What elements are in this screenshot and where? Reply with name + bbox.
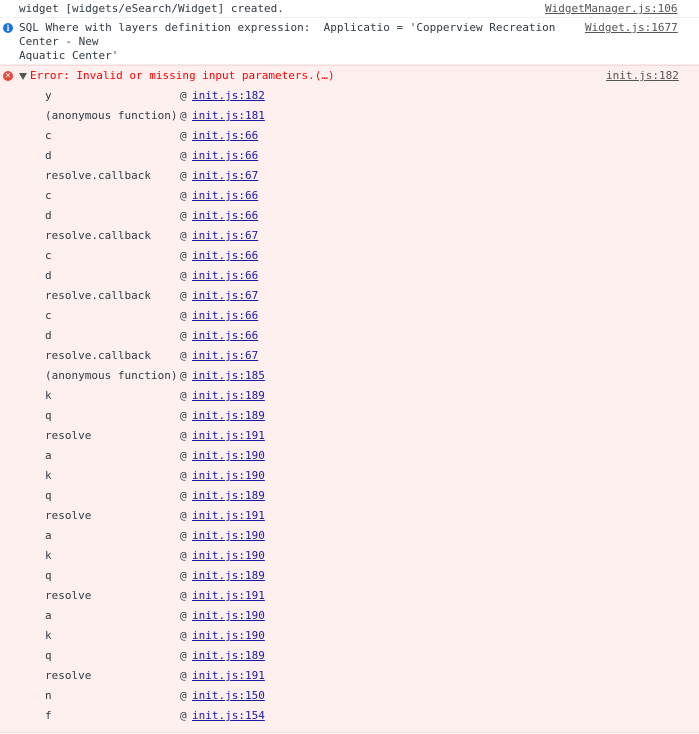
stack-frame-link[interactable]: init.js:189: [192, 489, 265, 502]
stack-frame-at: @: [180, 309, 187, 322]
stack-frame: [0, 166, 699, 186]
stack-frame: [0, 446, 699, 466]
stack-frame-function: c: [45, 309, 52, 322]
stack-frame-link[interactable]: init.js:189: [192, 409, 265, 422]
stack-frame-link[interactable]: init.js:191: [192, 669, 265, 682]
stack-frame: [0, 686, 699, 706]
stack-frame-at: @: [180, 369, 187, 382]
stack-frame-function: d: [45, 209, 52, 222]
stack-frame-function: c: [45, 129, 52, 142]
console-message-text: widget [widgets/eSearch/Widget] created.: [19, 2, 284, 15]
stack-frame-function: (anonymous function): [45, 369, 178, 382]
stack-frame-link[interactable]: init.js:66: [192, 189, 259, 202]
stack-frame-function: q: [45, 569, 52, 582]
stack-frame-at: @: [180, 209, 187, 222]
stack-frame-at: @: [180, 109, 187, 122]
stack-frame: [0, 646, 699, 666]
stack-frame-function: d: [45, 149, 52, 162]
stack-frame: [0, 366, 699, 386]
stack-frame-at: @: [180, 329, 187, 342]
stack-frame: [0, 306, 699, 326]
stack-frame-at: @: [180, 289, 187, 302]
stack-frame-function: resolve.callback: [45, 349, 151, 362]
stack-frame: [0, 586, 699, 606]
console-error-message: [0, 65, 699, 733]
stack-frame: [0, 626, 699, 646]
stack-frame-link[interactable]: init.js:154: [192, 709, 265, 722]
stack-frame-link[interactable]: init.js:66: [192, 129, 259, 142]
stack-frame-function: k: [45, 549, 52, 562]
stack-frame: [0, 406, 699, 426]
stack-frame-link[interactable]: init.js:190: [192, 609, 265, 622]
stack-frame: [0, 606, 699, 626]
stack-frame-at: @: [180, 569, 187, 582]
stack-frame-function: resolve: [45, 589, 92, 602]
stack-frame-at: @: [180, 669, 187, 682]
stack-frame-at: @: [180, 689, 187, 702]
stack-frame-function: c: [45, 249, 52, 262]
expand-triangle-icon[interactable]: [19, 73, 27, 80]
source-link[interactable]: WidgetManager.js:106: [545, 2, 678, 15]
stack-frame-function: resolve: [45, 429, 92, 442]
stack-frame-link[interactable]: init.js:66: [192, 209, 259, 222]
stack-frame-link[interactable]: init.js:67: [192, 169, 259, 182]
stack-frame-at: @: [180, 649, 187, 662]
stack-frame-at: @: [180, 169, 187, 182]
stack-frame: [0, 486, 699, 506]
stack-frame-function: a: [45, 449, 52, 462]
stack-frame-at: @: [180, 429, 187, 442]
stack-frame-function: q: [45, 489, 52, 502]
stack-frame-function: q: [45, 409, 52, 422]
stack-frame-at: @: [180, 489, 187, 502]
stack-frame-at: @: [180, 129, 187, 142]
stack-frame-function: k: [45, 469, 52, 482]
stack-frame-function: c: [45, 189, 52, 202]
stack-frame: [0, 86, 699, 106]
stack-frame-at: @: [180, 449, 187, 462]
stack-frame-at: @: [180, 269, 187, 282]
stack-frame-link[interactable]: init.js:66: [192, 329, 259, 342]
stack-frame-link[interactable]: init.js:67: [192, 349, 259, 362]
stack-frame-function: resolve: [45, 509, 92, 522]
stack-frame-link[interactable]: init.js:66: [192, 249, 259, 262]
stack-frame-link[interactable]: init.js:190: [192, 449, 265, 462]
stack-frame-function: resolve: [45, 669, 92, 682]
stack-frame-link[interactable]: init.js:66: [192, 149, 259, 162]
stack-frame-function: resolve.callback: [45, 229, 151, 242]
stack-frame-at: @: [180, 509, 187, 522]
stack-frame-at: @: [180, 469, 187, 482]
stack-frame-link[interactable]: init.js:150: [192, 689, 265, 702]
stack-frame-function: a: [45, 609, 52, 622]
stack-frame: [0, 706, 699, 726]
stack-frame: [0, 526, 699, 546]
stack-frame-link[interactable]: init.js:189: [192, 569, 265, 582]
stack-frame: [0, 326, 699, 346]
stack-frame-link[interactable]: init.js:67: [192, 229, 259, 242]
stack-frame: [0, 126, 699, 146]
stack-frame: [0, 666, 699, 686]
stack-frame: [0, 386, 699, 406]
stack-frame-link[interactable]: init.js:66: [192, 269, 259, 282]
stack-frame-link[interactable]: init.js:191: [192, 509, 265, 522]
stack-frame-link[interactable]: init.js:67: [192, 289, 259, 302]
stack-frame: [0, 466, 699, 486]
stack-frame-at: @: [180, 249, 187, 262]
stack-frame-link[interactable]: init.js:182: [192, 89, 265, 102]
stack-frame-function: f: [45, 709, 52, 722]
error-text[interactable]: Error: Invalid or missing input parameters.(…): [30, 69, 335, 82]
stack-frame-at: @: [180, 629, 187, 642]
error-source-link[interactable]: init.js:182: [606, 69, 679, 82]
stack-frame: [0, 286, 699, 306]
stack-frame: [0, 506, 699, 526]
stack-frame-at: @: [180, 609, 187, 622]
stack-frame-link[interactable]: init.js:190: [192, 629, 265, 642]
stack-frame-function: k: [45, 629, 52, 642]
stack-frame: [0, 146, 699, 166]
stack-frame: [0, 426, 699, 446]
stack-frame-link[interactable]: init.js:191: [192, 429, 265, 442]
stack-frame: [0, 106, 699, 126]
stack-frame-link[interactable]: init.js:189: [192, 649, 265, 662]
stack-frame-at: @: [180, 409, 187, 422]
source-link[interactable]: Widget.js:1677: [585, 21, 678, 34]
stack-frame-function: d: [45, 269, 52, 282]
stack-frame-link[interactable]: init.js:190: [192, 549, 265, 562]
stack-frame-at: @: [180, 229, 187, 242]
stack-frame-at: @: [180, 709, 187, 722]
stack-frame-link[interactable]: init.js:189: [192, 389, 265, 402]
stack-frame-link[interactable]: init.js:66: [192, 309, 259, 322]
stack-frame-at: @: [180, 349, 187, 362]
stack-frame-at: @: [180, 189, 187, 202]
console-message-text: SQL Where with layers definition expression: Applicatio = 'Copperview Recreation Center - New Aquatic Center': [19, 21, 556, 62]
stack-frame-function: a: [45, 529, 52, 542]
stack-frame-at: @: [180, 389, 187, 402]
stack-frame-at: @: [180, 149, 187, 162]
stack-frame: [0, 186, 699, 206]
stack-frame-link[interactable]: init.js:191: [192, 589, 265, 602]
stack-frame-function: n: [45, 689, 52, 702]
stack-frame-link[interactable]: init.js:190: [192, 469, 265, 482]
stack-frame-function: resolve.callback: [45, 169, 151, 182]
stack-frame-at: @: [180, 89, 187, 102]
stack-frame: [0, 226, 699, 246]
console-message-sql-info: [0, 18, 699, 65]
stack-frame-function: k: [45, 389, 52, 402]
stack-frame-at: @: [180, 589, 187, 602]
stack-frame-function: q: [45, 649, 52, 662]
stack-frame-at: @: [180, 529, 187, 542]
stack-frame-link[interactable]: init.js:190: [192, 529, 265, 542]
info-icon: i: [3, 23, 13, 33]
stack-frame-function: d: [45, 329, 52, 342]
stack-frame-link[interactable]: init.js:185: [192, 369, 265, 382]
error-icon: ✕: [4, 71, 12, 80]
stack-frame-link[interactable]: init.js:181: [192, 109, 265, 122]
stack-frame: [0, 546, 699, 566]
stack-frame-function: resolve.callback: [45, 289, 151, 302]
stack-frame-function: y: [45, 89, 52, 102]
stack-frame: [0, 266, 699, 286]
stack-frame-function: (anonymous function): [45, 109, 178, 122]
stack-frame: [0, 566, 699, 586]
stack-frame: [0, 346, 699, 366]
console-message-widget-created: [0, 0, 699, 18]
stack-frame: [0, 206, 699, 226]
stack-frame-at: @: [180, 549, 187, 562]
stack-frame: [0, 246, 699, 266]
